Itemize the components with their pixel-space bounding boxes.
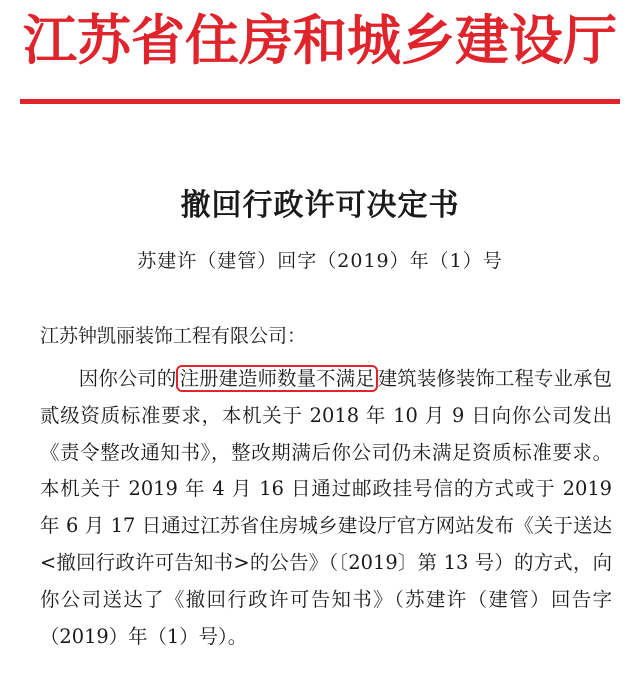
document-body-paragraph xyxy=(40,361,612,655)
agency-masthead: 江苏省住房和城乡建设厅 xyxy=(23,9,617,72)
document-number: 苏建许（建管）回字（2019）年（1）号 xyxy=(137,250,503,272)
body-text-rest: 建筑装修装饰工程专业承包贰级资质标准要求，本机关于 2018 年 10 月 9 日向你公司发出《责令整改通知书》，整改期满后你公司仍未满足资质标准要求。本机关于 2019 年 4 月 16 日通过邮政挂号信的方式或于 2019 年 6 月 17 日通过江苏省住房城乡建设厅官方网站发布《关于送达<撤回行政许可告知书>的公告》（〔2019〕第 13 号）的方式，向你公司送达了《撤回行政许可告知书》（苏建许（建管）回告字（2019）年（1）号）。 xyxy=(40,367,612,648)
body-text-lead: 因你公司的 xyxy=(78,367,177,390)
highlighted-phrase: 注册建造师数量不满足 xyxy=(176,365,377,392)
recipient-line: 江苏钟凯丽装饰工程有限公司： xyxy=(40,325,307,347)
red-header-rule xyxy=(20,99,620,104)
document-title: 撤回行政许可决定书 xyxy=(180,188,460,223)
